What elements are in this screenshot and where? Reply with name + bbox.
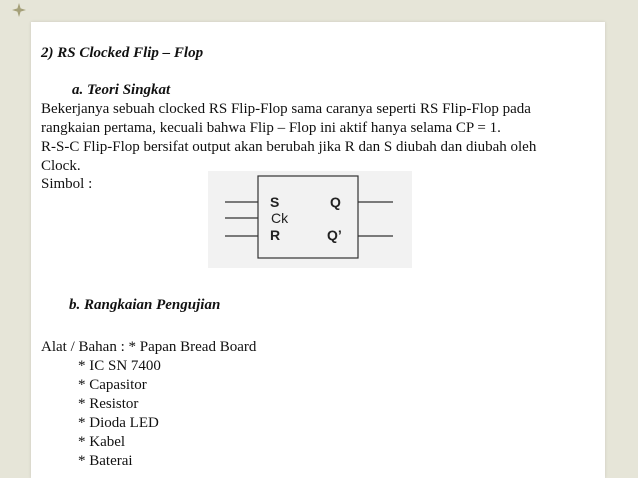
output-q-bar-label: Q’ <box>327 227 342 243</box>
paragraph-line: Bekerjanya sebuah clocked RS Flip-Flop sama caranya seperti RS Flip-Flop pada <box>41 101 531 117</box>
output-q-label: Q <box>330 194 341 210</box>
heading: 2) RS Clocked Flip – Flop <box>41 45 204 61</box>
input-s-label: S <box>270 194 280 210</box>
list-item: * Capasitor <box>78 377 147 393</box>
paragraph-line: R-S-C Flip-Flop bersifat output akan berubah jika R dan S diubah dan diubah oleh <box>41 139 537 155</box>
flip-flop-diagram <box>208 171 412 268</box>
list-item: * Dioda LED <box>78 415 159 431</box>
list-item: * Baterai <box>78 453 133 469</box>
tools-label: Alat / Bahan : * Papan Bread Board <box>41 339 257 355</box>
input-ck-label: Ck <box>271 210 289 226</box>
paragraph-line: rangkaian pertama, kecuali bahwa Flip – Flop ini aktif hanya selama CP = 1. <box>41 120 501 136</box>
list-item: * Resistor <box>78 396 139 412</box>
symbol-label: Simbol : <box>41 176 93 192</box>
section-a-title: a. Teori Singkat <box>72 82 171 98</box>
list-item: * IC SN 7400 <box>78 358 161 374</box>
list-item: * Kabel <box>78 434 126 450</box>
input-r-label: R <box>270 227 281 243</box>
star-bullet-icon <box>12 3 26 17</box>
section-b-title: b. Rangkaian Pengujian <box>69 297 221 313</box>
flip-flop-symbol <box>208 171 412 268</box>
paragraph-line: Clock. <box>41 158 81 174</box>
